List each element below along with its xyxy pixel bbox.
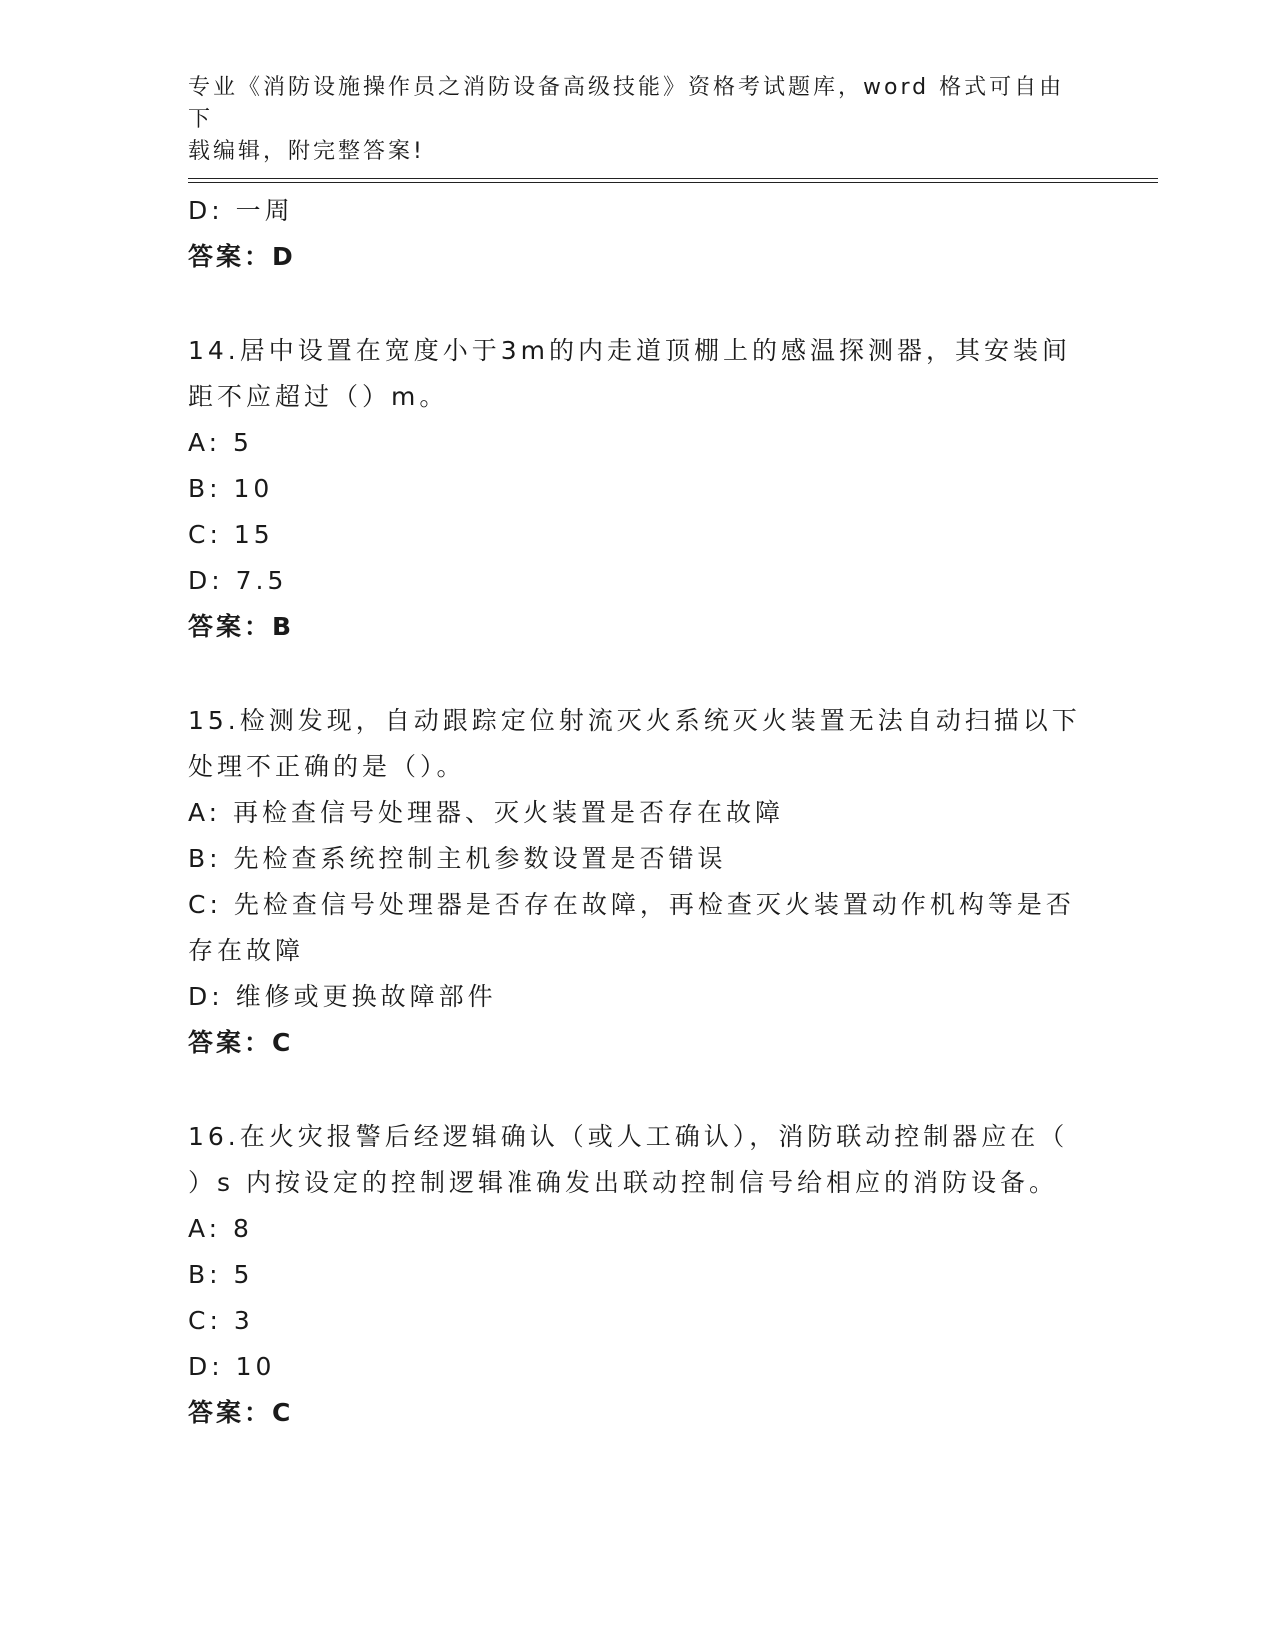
option-c: C: 先检查信号处理器是否存在故障，再检查灭火装置动作机构等是否 [188,890,1075,919]
option-d: D: 一周 [188,196,294,225]
header-divider-bottom [188,182,1158,183]
option-a: A: 5 [188,428,253,457]
spacer [188,650,1088,698]
option-a: A: 8 [188,1214,253,1243]
question-14 [188,328,1088,650]
previous-question-tail [188,188,1088,280]
answer-line: 答案：B [188,612,295,641]
header-line-2: 载编辑，附完整答案! [188,139,425,164]
option-d: D: 10 [188,1352,276,1381]
question-text-line-2: 距不应超过（）m。 [188,382,449,411]
option-b: B: 先检查系统控制主机参数设置是否错误 [188,844,727,873]
header-divider-top [188,178,1158,179]
question-text-line-1: 15.检测发现，自动跟踪定位射流灭火系统灭火装置无法自动扫描以下 [188,706,1081,735]
option-d: D: 维修或更换故障部件 [188,982,497,1011]
question-text-line-2: ）s 内按设定的控制逻辑准确发出联动控制信号给相应的消防设备。 [188,1168,1058,1197]
option-a: A: 再检查信号处理器、灭火装置是否存在故障 [188,798,785,827]
answer-line: 答案：C [188,1028,294,1057]
header-line-1: 专业《消防设施操作员之消防设备高级技能》资格考试题库，word 格式可自由下 [188,75,1065,132]
question-text-line-1: 14.居中设置在宽度小于3m的内走道顶棚上的感温探测器，其安装间 [188,336,1072,365]
question-content [188,188,1088,1436]
spacer [188,280,1088,328]
option-c: C: 3 [188,1306,254,1335]
answer-line: 答案：D [188,242,296,271]
question-15 [188,698,1088,1066]
option-c: C: 15 [188,520,274,549]
option-d: D: 7.5 [188,566,288,595]
question-text-line-2: 处理不正确的是（）。 [188,752,466,781]
option-c-continued: 存在故障 [188,936,305,965]
question-16 [188,1114,1088,1436]
spacer [188,1066,1088,1114]
document-header [188,72,1088,168]
question-text-line-1: 16.在火灾报警后经逻辑确认（或人工确认），消防联动控制器应在（ [188,1122,1069,1151]
option-b: B: 5 [188,1260,254,1289]
option-b: B: 10 [188,474,274,503]
answer-line: 答案：C [188,1398,294,1427]
